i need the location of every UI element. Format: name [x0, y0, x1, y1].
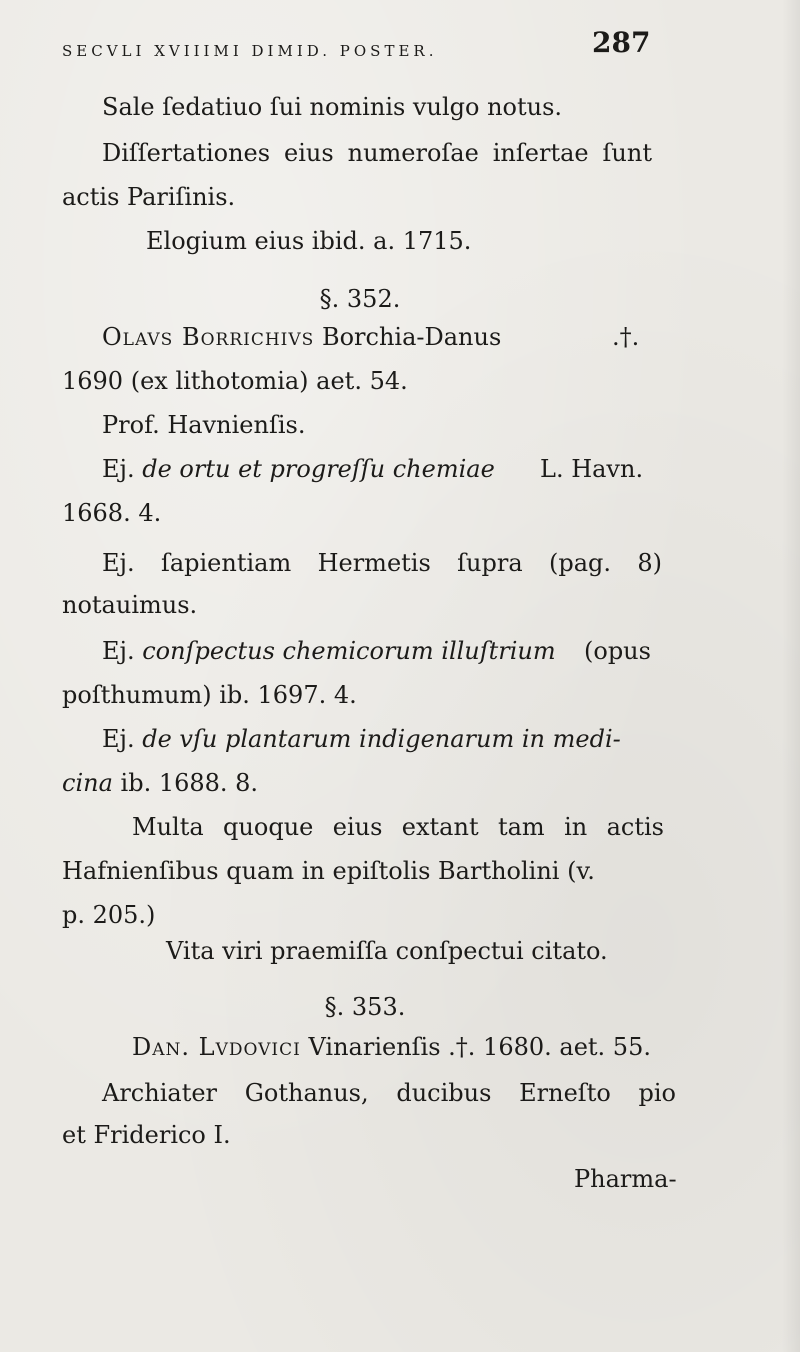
work-title-de-vsu: de vſu plantarum indigenarum in medi-	[142, 725, 621, 753]
death-sign: .†.	[612, 323, 640, 351]
text-line-7: Prof. Havnienſis.	[102, 411, 306, 439]
text-line-17: Hafnienſibus quam in epiſtolis Bartholini (v.	[62, 857, 595, 885]
text-line-13: poſthumum) ib. 1697. 4.	[62, 681, 357, 709]
text-line-14	[102, 724, 621, 754]
text-line-20	[132, 1032, 651, 1062]
text-line-10: Ej. ſapientiam Hermetis ſupra (pag. 8)	[102, 549, 662, 577]
text-line-8-end: L. Havn.	[540, 455, 644, 483]
ej-abbrev: Ej.	[102, 637, 135, 665]
text-line-19: Vita viri praemiſſa conſpectui citato.	[166, 937, 608, 965]
text-line-22: et Friderico I.	[62, 1121, 231, 1149]
author-name-borrichius: Olavs Borrichivs	[102, 323, 315, 351]
page-edge-shadow	[782, 0, 800, 1352]
text-line-1: Sale ſedatiuo ſui nominis vulgo notus.	[102, 93, 563, 121]
text-line-6: 1690 (ex lithotomia) aet. 54.	[62, 367, 408, 395]
catchword: Pharma-	[574, 1165, 677, 1193]
text-line-3: actis Pariſinis.	[62, 183, 236, 211]
section-352-heading: §. 352.	[319, 285, 401, 313]
work-title-continued: cina	[62, 769, 113, 797]
author-origin-date: Vinarienſis .†. 1680. aet. 55.	[308, 1033, 651, 1061]
elogium-line: Elogium eius ibid. a. 1715.	[146, 227, 472, 255]
text-line-5	[102, 322, 501, 352]
text-line-16: Multa quoque eius extant tam in actis	[132, 813, 664, 841]
text-line-12-end: (opus	[584, 637, 651, 665]
section-353-heading: §. 353.	[324, 993, 406, 1021]
work-title-de-ortu: de ortu et progreſſu chemiae	[142, 455, 495, 483]
text-line-18: p. 205.)	[62, 901, 156, 929]
ej-abbrev: Ej.	[102, 725, 135, 753]
text-line-2: Diſſertationes eius numeroſae inſertae ſunt	[102, 139, 652, 167]
text-line-21: Archiater Gothanus, ducibus Erneſto pio	[102, 1079, 676, 1107]
work-title-conspectus: conſpectus chemicorum illuſtrium	[142, 637, 556, 665]
running-header: SECVLI XVIIIMI DIMID. POSTER.	[62, 42, 438, 60]
text-line-8	[102, 454, 495, 484]
text-line-12	[102, 636, 556, 666]
page-number: 287	[592, 26, 651, 59]
imprint: ib. 1688. 8.	[120, 769, 259, 797]
author-origin: Borchia-Danus	[321, 323, 502, 351]
text-line-9: 1668. 4.	[62, 499, 162, 527]
author-name-ludovici: Dan. Lvdovici	[132, 1033, 301, 1061]
ej-abbrev: Ej.	[102, 455, 135, 483]
text-line-15	[62, 768, 258, 798]
text-line-11: notauimus.	[62, 591, 198, 619]
